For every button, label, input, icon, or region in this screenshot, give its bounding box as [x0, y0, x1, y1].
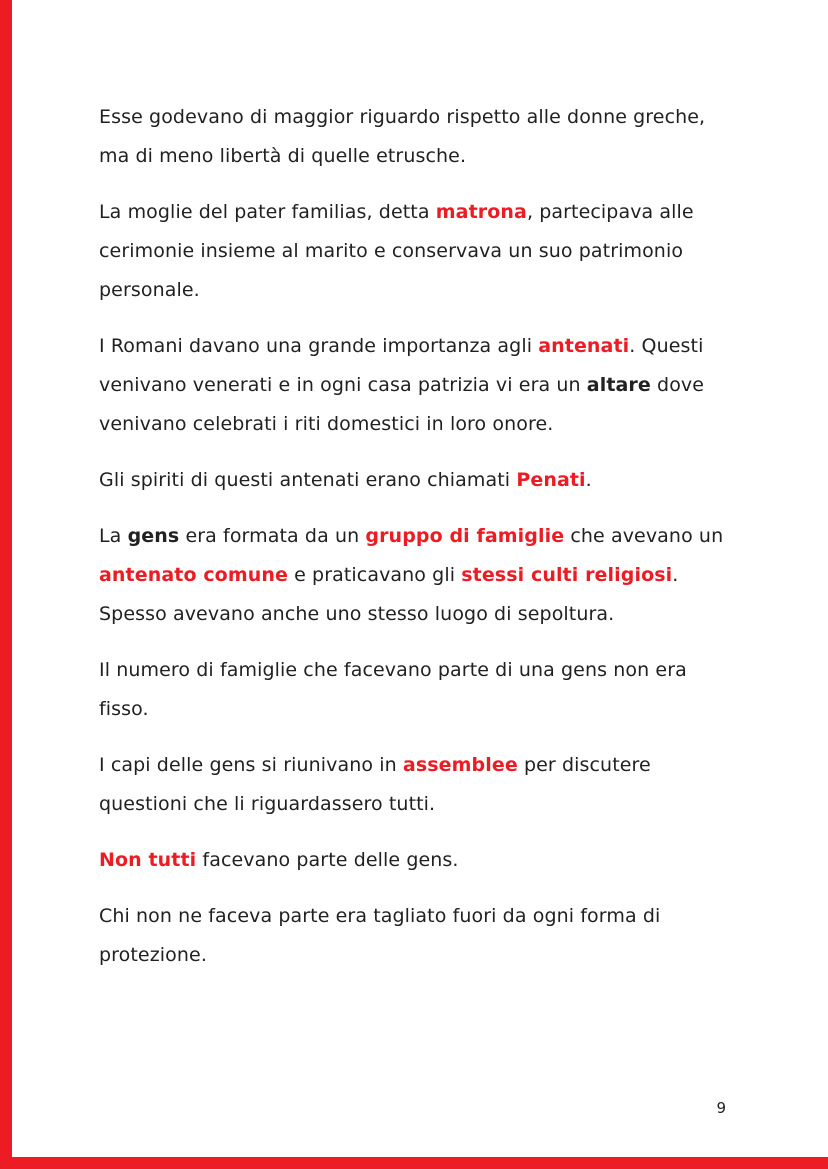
highlight-segment: altare	[586, 374, 651, 396]
highlight-segment: stessi culti religiosi	[461, 564, 673, 586]
text-segment: Esse godevano di maggior riguardo rispetto alle donne greche, ma di meno libertà di quelle etrusche.	[99, 106, 706, 167]
text-segment: e praticavano gli	[287, 564, 462, 586]
highlight-segment: antenati	[538, 335, 630, 357]
paragraph	[99, 651, 731, 729]
text-segment: .	[585, 469, 592, 491]
bottom-border-bar	[0, 1157, 828, 1169]
text-segment: facevano parte delle gens.	[196, 849, 459, 871]
paragraph-list	[99, 98, 731, 992]
highlight-segment: gens	[127, 525, 180, 547]
text-segment: dove venivano celebrati i riti domestici in loro onore.	[99, 374, 705, 435]
left-border-bar	[0, 0, 12, 1169]
text-segment: . Spesso avevano anche uno stesso luogo di sepoltura.	[99, 564, 679, 625]
text-segment: La moglie del pater familias, detta	[99, 201, 436, 223]
text-segment: La	[99, 525, 128, 547]
text-segment: Gli spiriti di questi antenati erano chiamati	[99, 469, 517, 491]
paragraph	[99, 98, 731, 176]
paragraph	[99, 193, 731, 310]
text-segment: , partecipava alle cerimonie insieme al marito e conservava un suo patrimonio personale.	[99, 201, 694, 301]
paragraph	[99, 461, 731, 500]
text-segment: I Romani davano una grande importanza agli	[99, 335, 539, 357]
highlight-segment: Non tutti	[99, 849, 197, 871]
highlight-segment: matrona	[435, 201, 527, 223]
text-segment: che avevano un	[564, 525, 724, 547]
highlight-segment: assemblee	[402, 754, 518, 776]
text-segment: . Questi venivano venerati e in ogni casa patrizia vi era un	[99, 335, 704, 396]
text-segment: per discutere questioni che li riguardassero tutti.	[99, 754, 651, 815]
paragraph	[99, 327, 731, 444]
highlight-segment: Penati	[516, 469, 586, 491]
highlight-segment: gruppo di famiglie	[365, 525, 565, 547]
text-segment: Chi non ne faceva parte era tagliato fuori da ogni forma di protezione.	[99, 905, 661, 966]
paragraph	[99, 517, 731, 634]
text-segment: I capi delle gens si riunivano in	[99, 754, 403, 776]
page-number: 9	[716, 1099, 726, 1117]
paragraph	[99, 746, 731, 824]
text-segment: era formata da un	[179, 525, 366, 547]
paragraph	[99, 841, 731, 880]
paragraph	[99, 897, 731, 975]
highlight-segment: antenato comune	[99, 564, 288, 586]
text-segment: Il numero di famiglie che facevano parte di una gens non era fisso.	[99, 659, 687, 720]
